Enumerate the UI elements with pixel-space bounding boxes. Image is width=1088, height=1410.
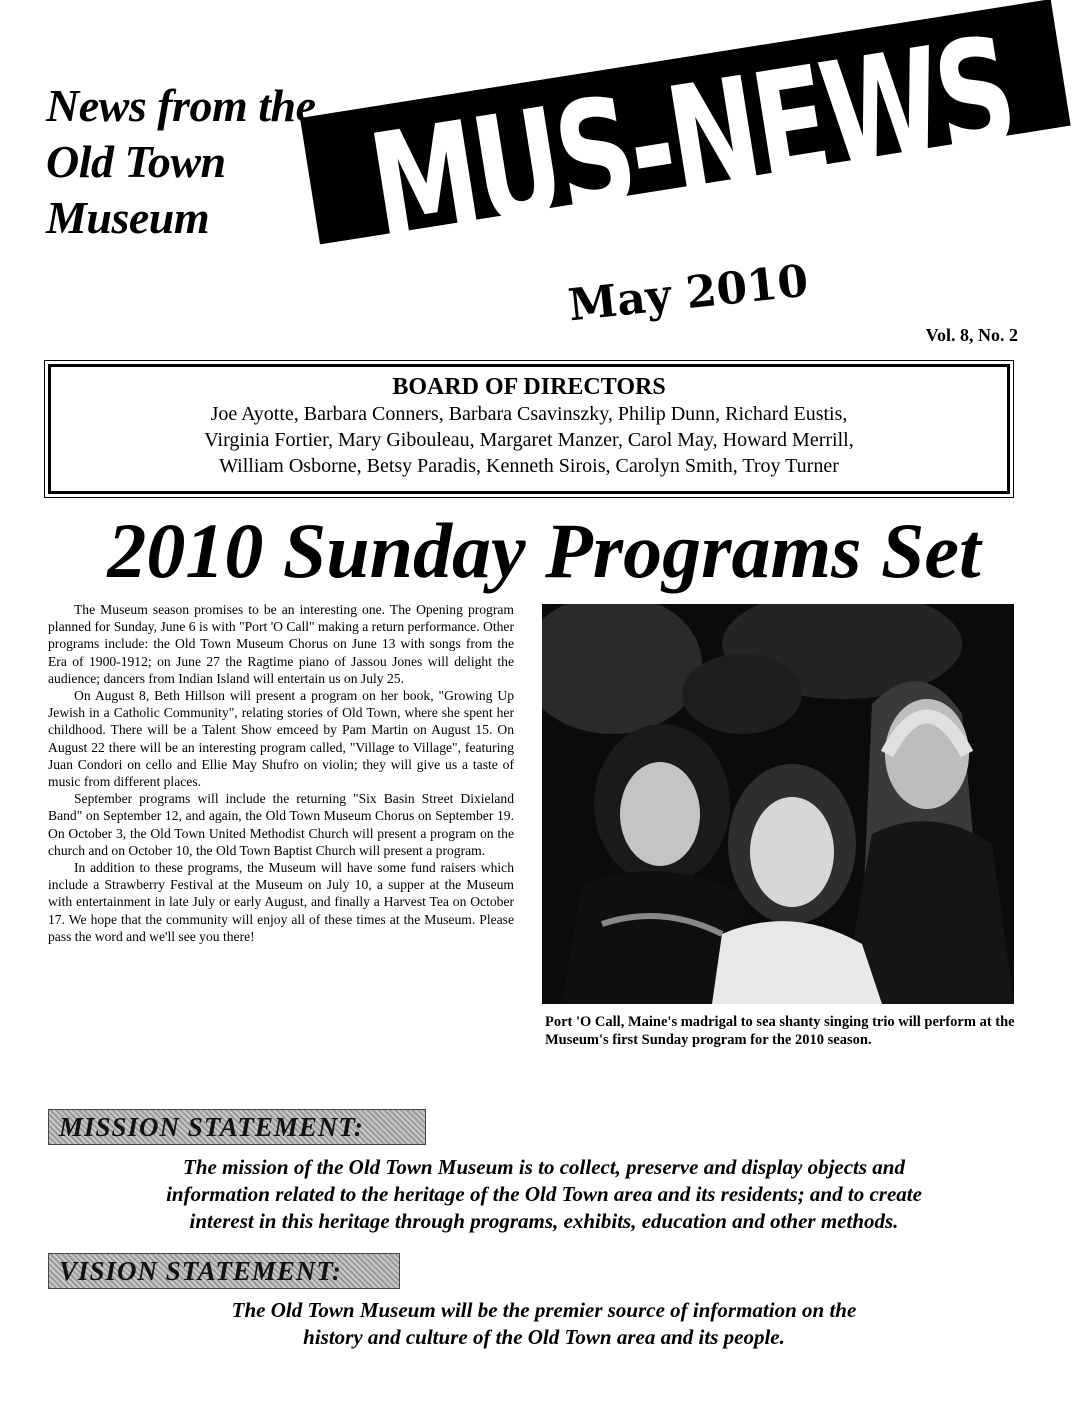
vision-line-1: The Old Town Museum will be the premier source of information on the <box>231 1298 857 1322</box>
board-names-line-1: Joe Ayotte, Barbara Conners, Barbara Csavinszky, Philip Dunn, Richard Eustis, <box>210 403 848 425</box>
masthead-line-1: News from the <box>46 80 316 131</box>
article-paragraph: In addition to these programs, the Museum will have some fund raisers which include a Strawberry Festival at the Museum on July 10, a supper at the Museum with entertainment in late July or early August, and finally a Harvest Tea on October 17. We hope that the community will enjoy all of these times at the Museum. Please pass the word and we'll see you there! <box>48 860 514 944</box>
mission-statement-text <box>0 1154 1088 1235</box>
volume-number: Vol. 8, No. 2 <box>925 325 1018 345</box>
article-body <box>48 601 514 945</box>
board-title: BOARD OF DIRECTORS <box>392 374 666 400</box>
headline: 2010 Sunday Programs Set <box>107 507 981 594</box>
article-paragraph: On August 8, Beth Hillson will present a program on her book, "Growing Up Jewish in a Catholic Community", relating stories of Old Town, where she spent her childhood. There will be a Talent Show emceed by Pam Martin on August 15. On August 22 there will be an interesting program called, "Village to Village", featuring Juan Condori on cello and Ellie May Shufro on violin; they will give us a taste of music from different places. <box>48 688 514 790</box>
masthead-line-2: Old Town <box>46 136 226 187</box>
trio-photo <box>542 604 1014 1004</box>
vision-statement-text <box>0 1297 1088 1351</box>
vision-statement-label: VISION STATEMENT: <box>48 1253 400 1289</box>
board-of-directors-box <box>48 364 1010 494</box>
masthead-banner-text: MUS-NEWS <box>359 5 1024 278</box>
photo-illustration <box>542 604 1014 1004</box>
vision-line-2: history and culture of the Old Town area and its people. <box>303 1325 785 1349</box>
board-names-line-2: Virginia Fortier, Mary Gibouleau, Margaret Manzer, Carol May, Howard Merrill, <box>204 429 854 451</box>
mission-line-3: interest in this heritage through programs, exhibits, education and other methods. <box>189 1209 899 1233</box>
issue-date: May 2010 <box>565 255 811 332</box>
article-paragraph: September programs will include the returning "Six Basin Street Dixieland Band" on September 12, and again, the Old Town Museum Chorus on September 19. On October 3, the Old Town United Methodist Church will present a program on the church and on October 10, the Old Town Baptist Church will present a program. <box>48 791 514 858</box>
masthead-line-3: Museum <box>46 192 210 243</box>
article-paragraph: The Museum season promises to be an interesting one. The Opening program planned for Sunday, June 6 is with "Port 'O Call" making a return performance. Other programs include: the Old Town Museum Chorus on June 13 with songs from the Era of 1900-1912; on June 27 the Ragtime piano of Jassou Jones will delight the audience; dancers from Indian Island will entertain us on July 25. <box>48 602 514 686</box>
mission-line-2: information related to the heritage of the Old Town area and its residents; and to create <box>166 1182 922 1206</box>
mission-line-1: The mission of the Old Town Museum is to collect, preserve and display objects and <box>183 1155 905 1179</box>
mission-statement-label: MISSION STATEMENT: <box>48 1109 426 1145</box>
photo-caption: Port 'O Call, Maine's madrigal to sea shanty singing trio will perform at the Museum's first Sunday program for the 2010 season. <box>545 1014 1015 1048</box>
board-names-line-3: William Osborne, Betsy Paradis, Kenneth Sirois, Carolyn Smith, Troy Turner <box>219 455 839 477</box>
